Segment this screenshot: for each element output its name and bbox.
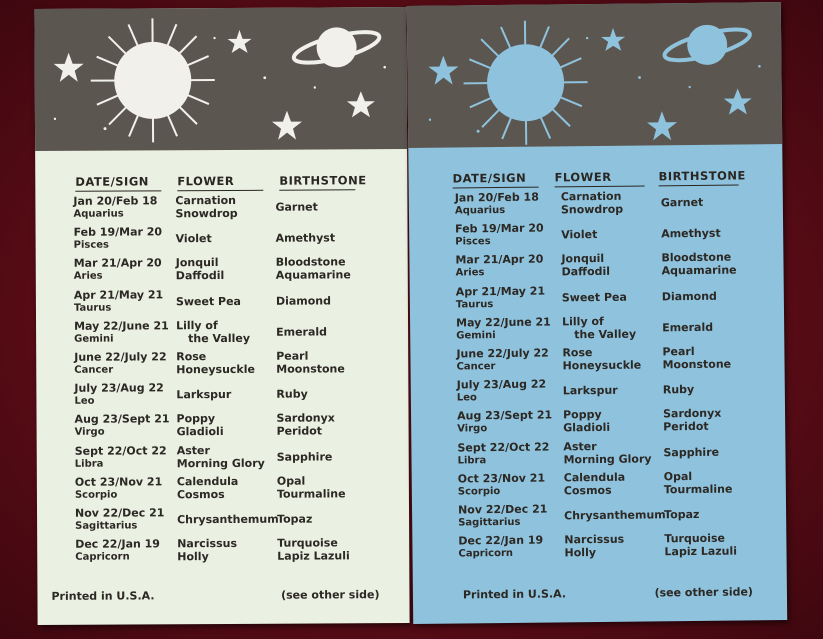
date-sign-cell-line1: Dec 22/Jan 19 (75, 537, 160, 551)
birthstone-cell-line2: Tourmaline (663, 482, 733, 497)
sun-icon (463, 20, 588, 145)
flower-cell-line2: the Valley (574, 327, 637, 342)
birthstone-cell-line2: Lapiz Lazuli (277, 549, 350, 563)
date-sign-cell-line1: Apr 21/May 21 (73, 287, 164, 302)
birthstone-cell-line1: Sardonyx (662, 407, 722, 421)
birthstone-cell (277, 474, 346, 500)
flower-cell (176, 350, 255, 376)
flower-cell-line2: Honeysuckle (562, 358, 642, 373)
date-sign-cell (456, 347, 549, 374)
birthstone-cell (277, 537, 350, 563)
date-sign-cell-line2: Capricorn (458, 548, 514, 560)
birthstone-cell (662, 321, 713, 335)
date-sign-cell-line1: June 22/July 22 (456, 346, 549, 361)
flower-cell-line1: Calendula (563, 470, 626, 485)
table-row (37, 536, 409, 569)
date-sign-cell-line1: Dec 22/Jan 19 (458, 533, 544, 548)
flower-cell-line2: Morning Glory (176, 456, 265, 470)
header-birthstone: BIRTHSTONE (279, 173, 355, 190)
date-sign-cell (74, 288, 163, 314)
birthstone-cell-line1: Emerald (662, 320, 714, 335)
date-sign-cell (74, 226, 163, 252)
date-sign-cell-line1: Nov 22/Dec 21 (457, 502, 548, 517)
header-date-sign: DATE/SIGN (75, 174, 161, 191)
see-other-side: (see other side) (654, 585, 753, 600)
saturn-icon (291, 26, 382, 69)
date-sign-cell-line1: June 22/July 22 (74, 350, 167, 364)
table-row (411, 438, 785, 473)
date-sign-cell (75, 413, 170, 439)
table-row (37, 505, 409, 538)
flower-cell-line2: Gladioli (563, 421, 611, 435)
see-other-side: (see other side) (281, 588, 380, 602)
flower-cell-line1: Violet (561, 228, 598, 242)
date-sign-cell-line1: Nov 22/Dec 21 (74, 506, 165, 520)
birthstone-cell-line1: Sapphire (663, 445, 720, 459)
flower-cell-line1: Aster (563, 439, 597, 453)
birthstone-cell-line2: Aquamarine (661, 263, 737, 278)
birthstone-cell-line1: Ruby (276, 387, 308, 401)
birthstone-cell (663, 445, 719, 459)
birthstone-cell-line1: Topaz (277, 512, 313, 526)
birthstone-cell-line2: Peridot (276, 424, 323, 439)
flower-cell-line2: Snowdrop (560, 202, 624, 217)
flower-cell-line2: Gladioli (176, 425, 224, 439)
date-sign-cell (458, 503, 548, 530)
flower-cell-line1: Chrysanthemum (177, 512, 279, 527)
celestial-banner (34, 7, 407, 151)
flower-cell-line1: Carnation (175, 193, 237, 208)
flower-cell (177, 443, 265, 469)
date-sign-cell-line1: Aug 23/Sept 21 (457, 408, 553, 423)
flower-cell (562, 290, 627, 304)
flower-cell-line2: Daffodil (175, 269, 225, 283)
birthstone-cell (664, 508, 699, 521)
header-flower: FLOWER (555, 169, 645, 187)
birthstone-cell-line1: Turquoise (664, 531, 726, 546)
flower-cell-line1: Calendula (176, 474, 239, 489)
flower-cell-line1: Larkspur (562, 383, 618, 398)
date-sign-cell (455, 253, 543, 280)
date-sign-cell-line2: Virgo (74, 427, 105, 439)
date-sign-cell-line1: Sept 22/Oct 22 (74, 443, 167, 458)
flower-cell (176, 256, 225, 282)
birth-chart-card-blue (407, 2, 787, 624)
birthstone-cell (664, 532, 737, 559)
table-row (411, 406, 785, 441)
date-sign-cell (74, 381, 164, 407)
birthstone-cell (663, 407, 722, 434)
birthstone-cell (662, 345, 731, 372)
date-sign-cell (455, 191, 539, 218)
date-sign-cell (75, 506, 164, 532)
table-row (412, 469, 786, 504)
flower-cell-line1: Poppy (176, 412, 216, 426)
table-row (35, 193, 407, 226)
date-sign-cell (75, 538, 160, 564)
flower-cell (562, 346, 641, 373)
date-sign-cell (456, 315, 551, 342)
birthstone-cell (276, 232, 336, 245)
birthstone-cell-line1: Emerald (276, 325, 328, 339)
flower-cell-line1: Sweet Pea (561, 290, 627, 304)
birth-table (35, 157, 407, 564)
date-sign-cell-line1: Apr 21/May 21 (455, 284, 546, 299)
flower-cell (561, 252, 610, 279)
birthstone-cell-line2: Aquamarine (275, 268, 351, 283)
birthstone-cell (276, 256, 351, 282)
flower-cell-line1: Carnation (560, 189, 622, 204)
date-sign-cell (456, 284, 546, 311)
date-sign-cell-line2: Scorpio (457, 485, 501, 498)
birthstone-cell-line1: Opal (276, 474, 306, 488)
flower-cell-line1: Narcissus (564, 532, 625, 547)
birthstone-cell (661, 227, 721, 241)
table-row (37, 411, 409, 444)
date-sign-cell-line2: Gemini (456, 329, 496, 342)
birthstone-cell-line1: Garnet (275, 200, 318, 214)
flower-cell-line1: Rose (562, 346, 593, 360)
birthstone-cell (662, 289, 717, 303)
birthstone-cell-line2: Moonstone (662, 357, 732, 372)
flower-cell-line1: Aster (176, 443, 210, 457)
birthstone-cell (661, 196, 704, 209)
table-row (36, 380, 408, 413)
date-sign-cell (458, 471, 546, 498)
flower-cell (562, 314, 636, 341)
header-date-sign: DATE/SIGN (453, 171, 539, 189)
birthstone-cell (663, 383, 694, 396)
date-sign-cell (74, 350, 167, 376)
table-row (37, 474, 409, 507)
flower-cell-line2: Holly (564, 546, 597, 560)
flower-cell-line1: Sweet Pea (175, 294, 242, 308)
table-row (36, 224, 408, 257)
birthstone-cell-line1: Amethyst (275, 231, 336, 245)
birth-chart-card-cream (34, 7, 409, 625)
birthstone-cell (276, 294, 331, 307)
table-row (36, 287, 408, 320)
birthstone-cell (664, 469, 733, 496)
printed-in-usa: Printed in U.S.A. (51, 589, 155, 603)
flower-cell (176, 294, 241, 307)
flower-cell (564, 471, 626, 498)
flower-cell (564, 533, 624, 560)
birthstone-cell-line1: Sardonyx (276, 411, 335, 426)
header-flower: FLOWER (177, 174, 263, 191)
birthstone-cell-line1: Bloodstone (661, 250, 732, 265)
flower-cell-line1: Lilly of (176, 318, 218, 333)
header-birthstone: BIRTHSTONE (658, 169, 738, 187)
date-sign-cell-line1: Oct 23/Nov 21 (457, 471, 546, 486)
flower-cell-line2: Cosmos (563, 483, 612, 498)
date-sign-cell-line2: Virgo (457, 423, 488, 435)
date-sign-cell-line2: Taurus (455, 298, 494, 311)
birthstone-cell-line2: Peridot (663, 420, 709, 434)
date-sign-cell-line1: July 23/Aug 22 (456, 377, 547, 392)
birthstone-cell-line2: Moonstone (276, 362, 345, 376)
birthstone-cell (277, 450, 333, 463)
flower-cell-line2: Honeysuckle (176, 362, 255, 377)
birthstone-cell-line1: Pearl (276, 349, 309, 363)
date-sign-cell-line2: Pisces (455, 236, 491, 248)
table-row (412, 500, 786, 535)
date-sign-cell-line1: Jan 20/Feb 18 (73, 194, 158, 208)
table-row (36, 255, 408, 288)
birthstone-cell-line1: Diamond (275, 294, 332, 308)
date-sign-cell-line2: Libra (457, 454, 487, 467)
date-sign-cell-line2: Aries (73, 271, 103, 283)
birthstone-cell-line1: Opal (663, 469, 693, 484)
date-sign-cell-line2: Aquarius (73, 208, 124, 220)
date-sign-cell-line1: Jan 20/Feb 18 (454, 190, 539, 205)
flower-cell-line1: Chrysanthemum (564, 508, 666, 523)
birthstone-cell-line1: Turquoise (277, 536, 338, 550)
flower-cell-line1: Larkspur (176, 388, 232, 402)
date-sign-cell (457, 378, 547, 405)
flower-cell-line2: Daffodil (561, 265, 611, 279)
date-sign-cell-line1: May 22/June 21 (74, 319, 169, 333)
date-sign-cell-line1: Oct 23/Nov 21 (74, 475, 163, 489)
date-sign-cell-line2: Taurus (73, 302, 112, 314)
date-sign-cell (75, 475, 162, 501)
birthstone-cell (276, 349, 345, 375)
birthstone-cell-line1: Bloodstone (275, 255, 346, 270)
flower-cell-line2: Cosmos (176, 487, 225, 502)
date-sign-cell-line2: Sagittarius (75, 520, 138, 532)
flower-cell (177, 513, 279, 527)
birthstone-cell-line1: Ruby (662, 383, 695, 397)
birthstone-cell-line1: Topaz (664, 507, 700, 522)
flower-cell-line1: Lilly of (562, 314, 604, 329)
flower-cell (561, 228, 597, 241)
date-sign-cell-line1: Mar 21/Apr 20 (73, 256, 162, 271)
flower-cell-line1: Violet (175, 232, 212, 246)
flower-cell-line1: Jonquil (175, 256, 219, 270)
sun-icon (90, 18, 215, 143)
date-sign-cell-line2: Aquarius (454, 204, 506, 217)
date-sign-cell-line2: Gemini (74, 333, 114, 345)
printed-in-usa: Printed in U.S.A. (462, 587, 567, 602)
flower-cell-line2: the Valley (188, 331, 251, 345)
flower-cell-line1: Poppy (563, 408, 602, 422)
date-sign-cell-line1: Aug 23/Sept 21 (74, 412, 170, 427)
flower-cell-line1: Rose (176, 350, 207, 364)
table-row (410, 282, 784, 317)
birthstone-cell (276, 325, 327, 338)
date-sign-cell-line1: Feb 19/Mar 20 (455, 221, 544, 236)
birthstone-cell (661, 251, 736, 278)
date-sign-cell-line2: Cancer (74, 364, 114, 376)
date-sign-cell (457, 440, 549, 467)
birthstone-cell-line1: Amethyst (661, 226, 721, 241)
flower-cell-line1: Jonquil (561, 252, 605, 266)
celestial-banner (407, 2, 782, 148)
saturn-icon (662, 23, 753, 67)
flower-cell (563, 439, 651, 466)
flower-cell (177, 475, 239, 501)
table-row (411, 375, 785, 410)
birthstone-cell-line1: Garnet (660, 195, 704, 210)
date-sign-cell (73, 194, 157, 220)
birthstone-cell-line2: Lapiz Lazuli (664, 544, 738, 559)
date-sign-cell (75, 444, 167, 470)
date-sign-cell-line2: Capricorn (75, 551, 130, 563)
date-sign-cell-line2: Sagittarius (458, 516, 521, 529)
birthstone-cell-line1: Sapphire (276, 450, 333, 464)
flower-cell (561, 190, 623, 217)
date-sign-cell-line1: Sept 22/Oct 22 (457, 440, 550, 455)
date-sign-cell-line2: Scorpio (74, 489, 118, 501)
date-sign-cell (458, 534, 543, 561)
date-sign-cell-line2: Cancer (456, 361, 496, 373)
table-row (37, 443, 409, 476)
table-row (36, 318, 408, 351)
date-sign-cell-line2: Aries (455, 267, 485, 279)
date-sign-cell-line1: Mar 21/Apr 20 (455, 252, 544, 267)
date-sign-cell-line2: Leo (74, 395, 95, 407)
table-row (412, 531, 786, 566)
flower-cell (176, 232, 212, 245)
table-row (410, 344, 784, 379)
birthstone-cell-line1: Diamond (661, 289, 717, 303)
birthstone-cell-line2: Tourmaline (276, 487, 346, 501)
date-sign-cell-line2: Pisces (73, 239, 110, 251)
flower-cell (177, 537, 237, 563)
birth-table (408, 152, 782, 560)
birthstone-cell (277, 412, 335, 438)
date-sign-cell-line1: Feb 19/Mar 20 (73, 225, 163, 239)
flower-cell (564, 508, 666, 522)
date-sign-cell-line2: Libra (74, 458, 104, 470)
flower-cell-line1: Narcissus (177, 537, 238, 551)
table-row (409, 219, 783, 254)
date-sign-cell-line2: Leo (456, 392, 477, 404)
flower-cell (563, 384, 618, 398)
date-sign-cell (457, 409, 552, 436)
birthstone-cell (277, 513, 312, 526)
flower-cell (563, 408, 610, 434)
birthstone-cell (275, 200, 318, 213)
table-row (36, 349, 408, 382)
flower-cell-line2: Holly (177, 550, 209, 564)
flower-cell (175, 194, 237, 220)
flower-cell (177, 412, 224, 438)
date-sign-cell (74, 257, 162, 283)
flower-cell-line2: Snowdrop (175, 206, 238, 221)
table-row (409, 188, 783, 223)
flower-cell-line2: Morning Glory (563, 452, 652, 466)
date-sign-cell (455, 222, 544, 249)
flower-cell (176, 319, 250, 345)
date-sign-cell-line1: May 22/June 21 (456, 315, 551, 330)
table-row (409, 250, 783, 285)
birthstone-cell-line1: Pearl (662, 344, 695, 359)
table-row (410, 313, 784, 348)
flower-cell (176, 388, 231, 401)
date-sign-cell (74, 319, 169, 345)
date-sign-cell-line1: July 23/Aug 22 (74, 381, 164, 395)
birthstone-cell (276, 388, 307, 401)
